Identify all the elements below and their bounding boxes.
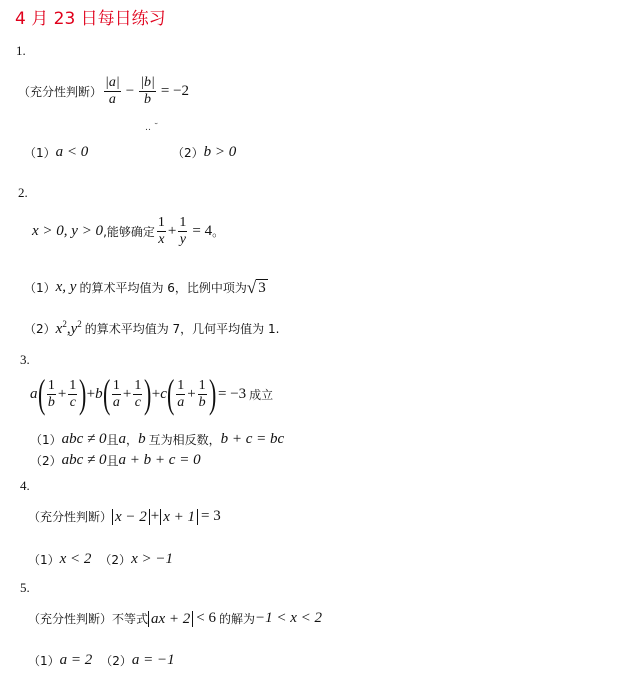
q5-ineq: < 6 <box>196 610 217 626</box>
q3-frac-1c: $\frac{1}{c}$ <box>69 377 77 410</box>
q3-coef-c: c <box>160 385 167 402</box>
q4-abs-1: x − 2 <box>112 509 150 525</box>
q2-condition-2 <box>24 319 279 338</box>
q3-statement: a ( $\frac{1}{b}$ + $\frac{1}{c}$ ) + b ( $\frac{1}{a}$ + $\frac{1}{c}$ ) + c ( $\frac{1}{a}$ + $\frac{1}{b}$ ) = −3 成立 <box>30 371 274 416</box>
q5-solution: −1 < x < 2 <box>255 610 323 626</box>
question-number-4: 4. <box>20 478 30 493</box>
q4-cond2-label: （2） <box>99 553 132 567</box>
q2-lead-math: x > 0, y > 0 <box>32 223 104 239</box>
q3-frac-1a: $\frac{1}{a}$ <box>112 377 120 410</box>
q2-condition-1 <box>24 279 268 296</box>
q3-coef-a: a <box>30 385 38 402</box>
q1-prefix: （充分性判断） <box>18 85 103 99</box>
q5-prefix: （充分性判断）不等式 <box>28 612 149 626</box>
q3-cond2-math-1: abc ≠ 0 <box>61 452 107 468</box>
q5-statement <box>28 610 322 627</box>
sqrt-symbol: √ 3 <box>246 278 266 297</box>
q3-cond1-text-1: 且 <box>106 433 119 447</box>
q3-cond2-label: （2） <box>30 454 62 468</box>
q3-rhs: = −3 <box>217 385 247 402</box>
q2-fraction-x: $\frac{1}{x}$ <box>157 215 165 247</box>
q3-plus: + <box>86 385 96 402</box>
q5-conditions <box>28 652 175 669</box>
q3-frac-1b: $\frac{1}{b}$ <box>47 377 55 410</box>
q1-rhs: = −2 <box>160 83 190 99</box>
q3-cond1-math-3: b <box>138 431 146 447</box>
q1-condition-2 <box>172 144 236 161</box>
q3-plus: + <box>187 385 196 402</box>
page-title: 4 月 23 日每日练习 <box>15 9 166 29</box>
q1-cond1-label: （1） <box>24 146 56 160</box>
q3-suffix: 成立 <box>249 387 274 402</box>
q4-plus: + <box>150 508 160 524</box>
q5-cond1-label: （1） <box>28 654 60 668</box>
q2-plus: + <box>167 223 177 239</box>
q5-mid-text: 的解为 <box>219 612 256 626</box>
q5-cond1-math: a = 2 <box>59 652 93 668</box>
q4-conditions <box>28 551 173 568</box>
q2-lead-text: ,能够确定 <box>103 225 155 239</box>
q1-minus: − <box>125 83 135 99</box>
q1-fraction-b: $\frac{|b|}{b}$ <box>140 75 155 107</box>
q2-cond2-label: （2） <box>24 322 56 336</box>
q3-cond1-math-4: b + c = bc <box>220 431 285 447</box>
q3-plus: + <box>57 385 67 402</box>
q5-cond2-math: a = −1 <box>131 652 175 668</box>
q2-statement <box>32 215 224 248</box>
q3-plus: + <box>151 385 161 402</box>
q3-frac-1a: $\frac{1}{a}$ <box>177 377 185 410</box>
q2-cond1-text: 的算术平均值为 6，比例中项为 <box>79 281 247 295</box>
q5-cond2-label: （2） <box>100 654 132 668</box>
q2-cond1-vars: x, y <box>55 279 77 295</box>
q3-coef-b: b <box>95 385 103 402</box>
q2-cond2-vars: $x^2,y^2$ <box>55 319 82 337</box>
q1-cond1-math: a < 0 <box>55 144 89 160</box>
question-number-1: 1. <box>16 43 26 58</box>
stray-marks: ‥ ˘ <box>145 123 159 133</box>
q3-cond2-text-1: 且 <box>106 454 119 468</box>
q4-rhs: = 3 <box>201 508 221 524</box>
q5-abs: ax + 2 <box>148 611 193 627</box>
q3-plus: + <box>122 385 132 402</box>
q2-end: 。 <box>212 225 225 239</box>
q3-cond1-math-1: abc ≠ 0 <box>61 431 107 447</box>
q3-cond1-text-3: 互为相反数， <box>148 433 221 447</box>
q4-cond1-math: x < 2 <box>59 551 92 567</box>
q3-condition-1 <box>30 431 284 448</box>
q4-statement <box>28 508 221 525</box>
q4-abs-2: x + 1 <box>160 509 198 525</box>
q2-cond1-radicand: 3 <box>258 280 266 296</box>
q1-cond2-label: （2） <box>172 146 204 160</box>
question-number-3: 3. <box>20 352 30 367</box>
q1-cond2-math: b > 0 <box>203 144 237 160</box>
q3-cond1-math-2: a <box>118 431 127 447</box>
q3-cond2-math-2: a + b + c = 0 <box>118 452 201 468</box>
q4-cond2-math: x > −1 <box>131 551 173 567</box>
q1-condition-1 <box>24 144 88 161</box>
q3-frac-1c: $\frac{1}{c}$ <box>134 377 142 410</box>
q2-fraction-y: $\frac{1}{y}$ <box>179 215 187 247</box>
q2-cond1-label: （1） <box>24 281 56 295</box>
q3-frac-1b: $\frac{1}{b}$ <box>198 377 206 410</box>
q3-condition-2 <box>30 452 201 469</box>
q4-prefix: （充分性判断） <box>28 510 113 524</box>
q2-cond2-text: 的算术平均值为 7，几何平均值为 1. <box>84 322 280 336</box>
q1-statement <box>18 75 189 108</box>
q1-fraction-a: $\frac{|a|}{a}$ <box>105 75 120 107</box>
q2-rhs: = 4 <box>192 223 213 239</box>
question-number-2: 2. <box>18 185 28 200</box>
q3-cond1-text-2: ， <box>126 433 139 447</box>
q3-cond1-label: （1） <box>30 433 62 447</box>
q4-cond1-label: （1） <box>28 553 60 567</box>
question-number-5: 5. <box>20 580 30 595</box>
